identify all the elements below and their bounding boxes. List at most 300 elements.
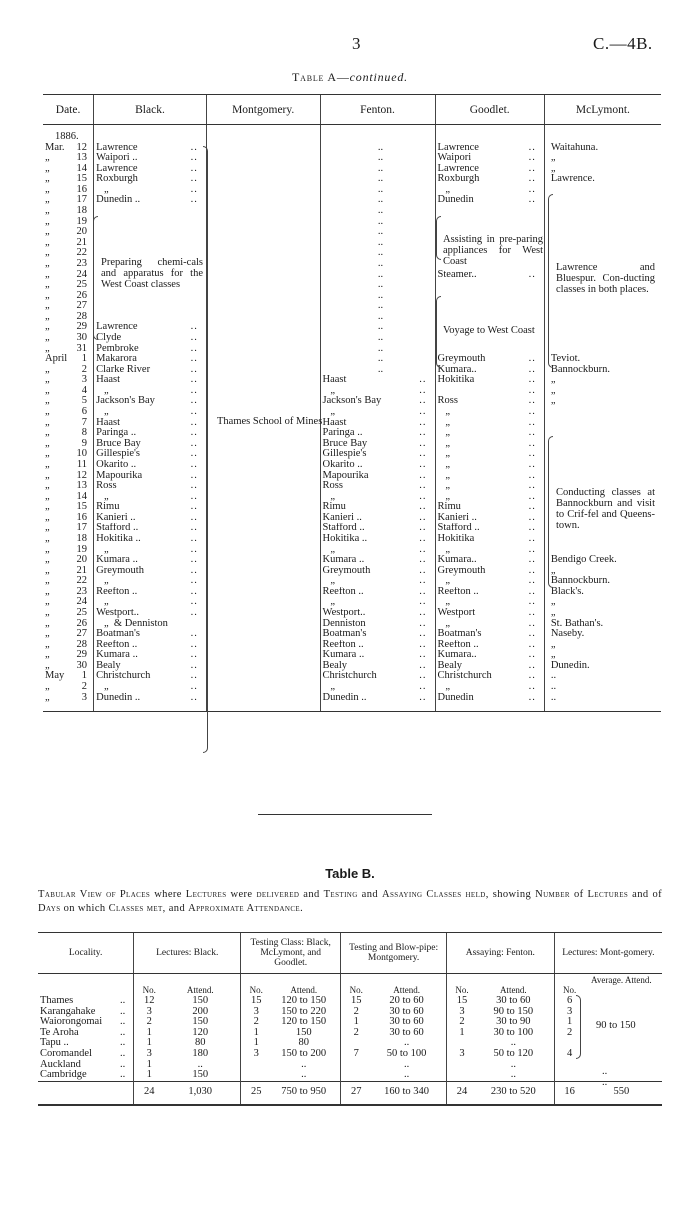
goodlet-dots: ..: [528, 502, 536, 513]
fenton-dots: ..: [377, 174, 384, 185]
mclymont-place: ..: [550, 692, 557, 703]
fenton-dots: ..: [419, 576, 427, 587]
black-place: Stafford ..: [96, 523, 139, 534]
black-place: Kumara ..: [96, 650, 138, 661]
montgomery-note: Thames School of Mines: [217, 416, 323, 427]
fenton-dots: ..: [419, 385, 427, 396]
date-day: 1: [81, 354, 87, 365]
fenton-place: „: [322, 597, 336, 608]
count: 15: [250, 995, 262, 1006]
date-day: 13: [76, 481, 87, 492]
fenton-dots: ..: [377, 301, 384, 312]
goodlet-place: Greymouth: [437, 565, 486, 576]
caption-part: were: [226, 889, 257, 900]
goodlet-dots: ..: [528, 195, 536, 206]
black-prep-note: Preparing chemi-cals and apparatus for the West Coast classes: [101, 257, 203, 290]
fenton-dots: ..: [419, 544, 427, 555]
date-month: „: [45, 565, 50, 576]
table-row: [43, 185, 661, 196]
date-month: „: [45, 332, 50, 343]
date-month: „: [45, 385, 50, 396]
date-month: „: [45, 248, 50, 259]
date-day: 23: [76, 586, 87, 597]
black-place: Clarke River: [96, 364, 151, 375]
goodlet-dots: ..: [528, 692, 536, 703]
goodlet-dots: ..: [528, 650, 536, 661]
date-day: 30: [76, 660, 87, 671]
goodlet-place: „: [437, 481, 451, 492]
table-row: [43, 301, 661, 312]
col-locality: Locality.: [38, 933, 134, 974]
black-dots: ..: [190, 354, 198, 365]
goodlet-dots: ..: [528, 533, 536, 544]
black-place: Roxburgh: [96, 174, 138, 185]
col-montgomery: Montgomery.: [206, 95, 320, 125]
caption-part: Lectures: [587, 889, 629, 900]
count: 2: [146, 1016, 152, 1028]
col-lectures-black: Lectures: Black.: [134, 933, 241, 974]
black-dots: ..: [190, 407, 198, 418]
table-row: [43, 682, 661, 693]
black-dots: ..: [190, 523, 198, 534]
date-month: Mar.: [45, 142, 65, 153]
fenton-place: Stafford ..: [322, 523, 365, 534]
attendance: 30 to 60: [389, 1016, 424, 1028]
goodlet-dots: ..: [528, 544, 536, 555]
count: 1: [146, 1069, 152, 1081]
fenton-place: Bealy: [322, 660, 348, 671]
mclymont-place: Teviot.: [550, 354, 581, 365]
year-label: 1886.: [55, 131, 79, 142]
goodlet-place: Waipori: [437, 153, 472, 164]
table-row: Tapu .. .. 1 80 1 80 .. ..: [38, 1038, 662, 1049]
count: 1: [253, 1037, 259, 1049]
attendance: ..: [403, 1058, 410, 1070]
table-row: [43, 608, 661, 619]
fenton-place: Rimu: [322, 502, 346, 513]
table-row: Thames .. 12 150 15 120 to 150 15 20 to 60 15 30 to 60 6: [38, 996, 662, 1007]
goodlet-dots: ..: [528, 491, 536, 502]
fenton-place: Christchurch: [322, 671, 377, 682]
table-row: [43, 195, 661, 206]
goodlet-place: Reefton ..: [437, 639, 479, 650]
count: 1: [146, 1037, 152, 1049]
black-dots: ..: [190, 481, 198, 492]
date-month: „: [45, 438, 50, 449]
date-day: 5: [81, 396, 87, 407]
black-dots: ..: [190, 682, 198, 693]
date-day: 16: [76, 184, 87, 195]
goodlet-place: „: [437, 438, 451, 449]
mclymont-place: „: [550, 385, 556, 396]
count: 1: [459, 1026, 465, 1038]
attendance: 150 to 220: [281, 1005, 327, 1017]
caption-part: on which: [60, 903, 109, 914]
count: [343, 1070, 369, 1081]
table-row: Coromandel .. 3 180 3 150 to 200 7 50 to 100 3 50 to 120 4: [38, 1049, 662, 1060]
black-dots: ..: [190, 597, 198, 608]
table-row: [43, 164, 661, 175]
mclymont-conducting-brace: [548, 436, 553, 588]
date-day: 29: [76, 650, 87, 661]
col-date: Date.: [43, 95, 94, 125]
date-day: 11: [76, 459, 87, 470]
mclymont-place: Black's.: [550, 586, 584, 597]
goodlet-dots: ..: [528, 269, 536, 280]
fenton-dots: ..: [377, 227, 384, 238]
black-dots: ..: [190, 533, 198, 544]
goodlet-place: Reefton ..: [437, 586, 479, 597]
black-place: Kanieri ..: [96, 512, 136, 523]
attendance: 80: [298, 1037, 309, 1049]
attendance: 150: [192, 995, 209, 1006]
locality: Cambridge: [40, 1069, 87, 1081]
date-month: „: [45, 481, 50, 492]
fenton-dots: ..: [377, 354, 384, 365]
table-row: [43, 449, 661, 460]
caption-part: Lectures: [185, 889, 227, 900]
goodlet-dots: ..: [528, 184, 536, 195]
date-month: „: [45, 428, 50, 439]
black-dots: ..: [190, 142, 198, 153]
goodlet-place: „: [437, 417, 451, 428]
goodlet-place: „: [437, 682, 451, 693]
fenton-place: Hokitika ..: [322, 533, 368, 544]
table-row: [43, 650, 661, 661]
black-dots: ..: [190, 438, 198, 449]
caption-part: and: [357, 889, 382, 900]
fenton-dots: ..: [419, 502, 427, 513]
date-day: 24: [76, 269, 87, 280]
black-dots: ..: [190, 428, 198, 439]
table-row: [43, 428, 661, 439]
caption-part: Classes met,: [108, 903, 166, 914]
black-dots: ..: [190, 565, 198, 576]
goodlet-dots: ..: [528, 417, 536, 428]
mclymont-place: „: [550, 163, 556, 174]
fenton-place: „: [322, 544, 336, 555]
goodlet-dots: ..: [528, 459, 536, 470]
black-place: „: [96, 407, 109, 418]
attendance: 120: [192, 1026, 209, 1038]
date-month: „: [45, 597, 50, 608]
date-month: „: [45, 491, 50, 502]
goodlet-dots: ..: [528, 174, 536, 185]
date-day: 22: [76, 248, 87, 259]
black-place: Hokitika ..: [96, 533, 141, 544]
date-day: 23: [76, 258, 87, 269]
caption-part: Testing: [323, 889, 358, 900]
table-b-header-row: [38, 933, 662, 974]
black-place: Rimu: [96, 502, 120, 513]
fenton-dots: ..: [377, 258, 384, 269]
count: 24: [144, 1086, 155, 1098]
goodlet-place: Christchurch: [437, 671, 492, 682]
goodlet-dots: ..: [528, 407, 536, 418]
mclymont-place: St. Bathan's.: [550, 618, 604, 629]
attendance: ..: [510, 1069, 516, 1081]
fenton-dots: ..: [377, 311, 384, 322]
fenton-dots: ..: [419, 407, 427, 418]
goodlet-place: „: [437, 449, 451, 460]
page-number: 3: [352, 34, 361, 53]
black-dots: ..: [190, 555, 198, 566]
fenton-place: Boatman's: [322, 629, 367, 640]
goodlet-place: „: [437, 184, 451, 195]
date-day: 14: [76, 163, 87, 174]
fenton-place: Gillespie's: [322, 449, 367, 460]
count: 16: [564, 1086, 575, 1098]
goodlet-place: Kumara..: [437, 364, 477, 375]
table-row: [43, 671, 661, 682]
caption-part: delivered: [256, 889, 300, 900]
count: 2: [567, 1026, 573, 1038]
document-reference: C.—4B.: [593, 34, 653, 53]
date-day: 27: [76, 629, 87, 640]
table-row: [43, 344, 661, 355]
date-day: 15: [76, 502, 87, 513]
table-row: [43, 143, 661, 154]
table-b-caption: [38, 888, 662, 916]
date-day: 2: [81, 364, 87, 375]
fenton-dots: ..: [419, 438, 427, 449]
date-day: 1: [81, 671, 87, 682]
col-lectures-montgomery: Lectures: Mont-gomery.: [554, 933, 662, 974]
date-month: „: [45, 523, 50, 534]
black-dots: ..: [190, 153, 198, 164]
caption-part: and: [165, 903, 189, 914]
mclymont-place: „: [550, 597, 556, 608]
table-row: [43, 206, 661, 217]
fenton-place: Okarito ..: [322, 459, 363, 470]
locality: Coromandel: [40, 1047, 92, 1059]
date-month: April: [45, 354, 68, 365]
table-row: [43, 227, 661, 238]
black-place: Kumara ..: [96, 555, 138, 566]
section-separator: [258, 814, 432, 815]
table-row: [43, 174, 661, 185]
black-place: „: [96, 385, 109, 396]
montgomery-avg-note: 90 to 150: [596, 1020, 636, 1031]
date-month: „: [45, 396, 50, 407]
mclymont-lawrence-note: Lawrence and Bluespur. Con-ducting classes in both places.: [556, 262, 655, 295]
year-row: [43, 125, 661, 143]
locality: Tapu ..: [40, 1037, 69, 1049]
mclymont-place: Bannockburn.: [550, 576, 611, 587]
black-dots: ..: [190, 671, 198, 682]
date-day: 9: [81, 438, 87, 449]
goodlet-dots: ..: [528, 364, 536, 375]
attendance: ..: [510, 1058, 516, 1070]
caption-part: of: [569, 889, 588, 900]
goodlet-place: „: [437, 618, 451, 629]
black-dots: ..: [190, 650, 198, 661]
attendance: ..: [301, 1058, 307, 1070]
table-row: [43, 439, 661, 450]
goodlet-dots: ..: [528, 428, 536, 439]
black-dots: ..: [190, 639, 198, 650]
fenton-place: Ross: [322, 481, 343, 492]
fenton-dots: ..: [419, 375, 427, 386]
fenton-dots: ..: [377, 248, 384, 259]
attendance: ..: [510, 1037, 516, 1049]
fenton-dots: ..: [419, 481, 427, 492]
table-row: Waiorongomai .. 2 150 2 120 to 150 1 30 to 60 2 30 to 90 1: [38, 1017, 662, 1028]
col-testing-blowpipe: Testing and Blow-pipe: Montgomery.: [341, 933, 447, 974]
table-row: [43, 238, 661, 249]
locality: Te Aroha: [40, 1026, 79, 1038]
caption-part: where: [150, 889, 186, 900]
fenton-dots: ..: [419, 565, 427, 576]
count: [449, 1060, 475, 1071]
goodlet-dots: ..: [528, 682, 536, 693]
goodlet-place: „: [437, 576, 451, 587]
caption-part: and: [299, 889, 324, 900]
black-dots: ..: [190, 576, 198, 587]
goodlet-place: Stafford ..: [437, 523, 480, 534]
goodlet-assist-brace: [436, 216, 441, 260]
fenton-dots: ..: [419, 608, 427, 619]
goodlet-place: Lawrence: [437, 163, 479, 174]
goodlet-place: Hokitika: [437, 375, 475, 386]
black-place: Lawrence: [96, 322, 138, 333]
black-place: Okarito ..: [96, 459, 137, 470]
goodlet-place: Westport: [437, 608, 476, 619]
col-testing-class: Testing Class: Black, McLymont, and Goodlet.: [241, 933, 341, 974]
date-day: 26: [76, 290, 87, 301]
black-dots: ..: [190, 184, 198, 195]
date-month: „: [45, 629, 50, 640]
fenton-dots: ..: [419, 597, 427, 608]
date-day: 29: [76, 322, 87, 333]
table-row: [43, 312, 661, 323]
count: 1: [146, 1058, 152, 1070]
goodlet-place: Lawrence: [437, 142, 479, 153]
attendance: 150: [192, 1069, 209, 1081]
fenton-dots: ..: [419, 512, 427, 523]
table-row: [43, 534, 661, 545]
black-dots: ..: [190, 544, 198, 555]
table-a-header-row: [43, 95, 661, 125]
attendance: 150: [295, 1026, 312, 1038]
black-dots: ..: [190, 385, 198, 396]
date-day: 26: [76, 618, 87, 629]
black-place: Gillespie's: [96, 449, 141, 460]
goodlet-place: Kanieri ..: [437, 512, 477, 523]
fenton-dots: ..: [419, 523, 427, 534]
goodlet-place: „: [437, 470, 451, 481]
attendance: 150: [192, 1016, 209, 1028]
fenton-dots: ..: [419, 692, 427, 703]
fenton-place: „: [322, 491, 336, 502]
mclymont-place: „: [550, 153, 556, 164]
attendance: ..: [301, 1069, 307, 1081]
attendance: 20 to 60: [389, 995, 424, 1006]
black-place: „: [96, 491, 109, 502]
attendance: 120 to 150: [281, 1016, 327, 1028]
black-dots: ..: [190, 396, 198, 407]
mclymont-conducting-note: Conducting classes at Bannockburn and visit to Crif-fel and Queens-town.: [556, 487, 655, 531]
count: 1: [253, 1026, 259, 1038]
attendance: 1,030: [188, 1086, 213, 1098]
goodlet-dots: ..: [528, 153, 536, 164]
goodlet-dots: ..: [528, 660, 536, 671]
table-row: [43, 545, 661, 556]
black-dots: ..: [190, 417, 198, 428]
black-place: Bealy: [96, 660, 121, 671]
date-month: „: [45, 417, 50, 428]
fenton-place: Mapourika: [322, 470, 369, 481]
attendance: ..: [403, 1069, 410, 1081]
date-day: 10: [76, 449, 87, 460]
goodlet-place: Dunedin: [437, 692, 474, 703]
goodlet-place: Roxburgh: [437, 174, 480, 185]
black-place: Dunedin ..: [96, 692, 141, 703]
fenton-dots: ..: [419, 586, 427, 597]
table-row: [43, 396, 661, 407]
fenton-place: Bruce Bay: [322, 438, 368, 449]
black-dots: ..: [190, 608, 198, 619]
black-dots: ..: [190, 449, 198, 460]
goodlet-dots: ..: [528, 385, 536, 396]
black-dots: ..: [190, 322, 198, 333]
mclymont-place: „: [550, 396, 556, 407]
goodlet-voyage-brace: [436, 296, 441, 368]
fenton-dots: ..: [377, 195, 384, 206]
black-place: „: [96, 544, 109, 555]
attendance: 120 to 150: [281, 995, 327, 1006]
fenton-dots: ..: [419, 449, 427, 460]
date-month: „: [45, 206, 50, 217]
goodlet-dots: ..: [528, 555, 536, 566]
table-a-title: Table A—continued.: [292, 70, 408, 84]
black-dots: ..: [190, 660, 198, 671]
black-dots: ..: [190, 343, 198, 354]
goodlet-place: Kumara..: [437, 650, 477, 661]
mclymont-place: ..: [550, 682, 557, 693]
table-row: [43, 333, 661, 344]
attendance: 80: [194, 1037, 206, 1049]
fenton-dots: ..: [377, 343, 384, 354]
count: 6: [567, 995, 573, 1006]
goodlet-dots: ..: [528, 523, 536, 534]
black-dots: ..: [190, 459, 198, 470]
table-row: [43, 471, 661, 482]
black-place: „: [96, 576, 109, 587]
date-day: 14: [76, 491, 87, 502]
date-month: „: [45, 375, 50, 386]
date-month: „: [45, 184, 50, 195]
fenton-dots: ..: [377, 269, 384, 280]
mclymont-place: „: [550, 608, 556, 619]
goodlet-place: „: [437, 428, 451, 439]
black-place: Waipori ..: [96, 153, 138, 164]
fenton-place: „: [322, 576, 336, 587]
date-day: 13: [76, 153, 87, 164]
black-place: Dunedin ..: [96, 195, 141, 206]
date-day: 20: [76, 555, 87, 566]
black-dots: ..: [190, 629, 198, 640]
table-row: [43, 418, 661, 429]
black-place: Ross: [96, 481, 117, 492]
table-row: Karangahake .. 3 200 3 150 to 220 2 30 to 60 3 90 to 150 3: [38, 1007, 662, 1018]
black-dots: ..: [190, 163, 198, 174]
date-month: „: [45, 502, 50, 513]
black-place: Lawrence: [96, 142, 138, 153]
table-row: [43, 576, 661, 587]
fenton-dots: ..: [377, 153, 384, 164]
caption-part: and of: [628, 889, 663, 900]
